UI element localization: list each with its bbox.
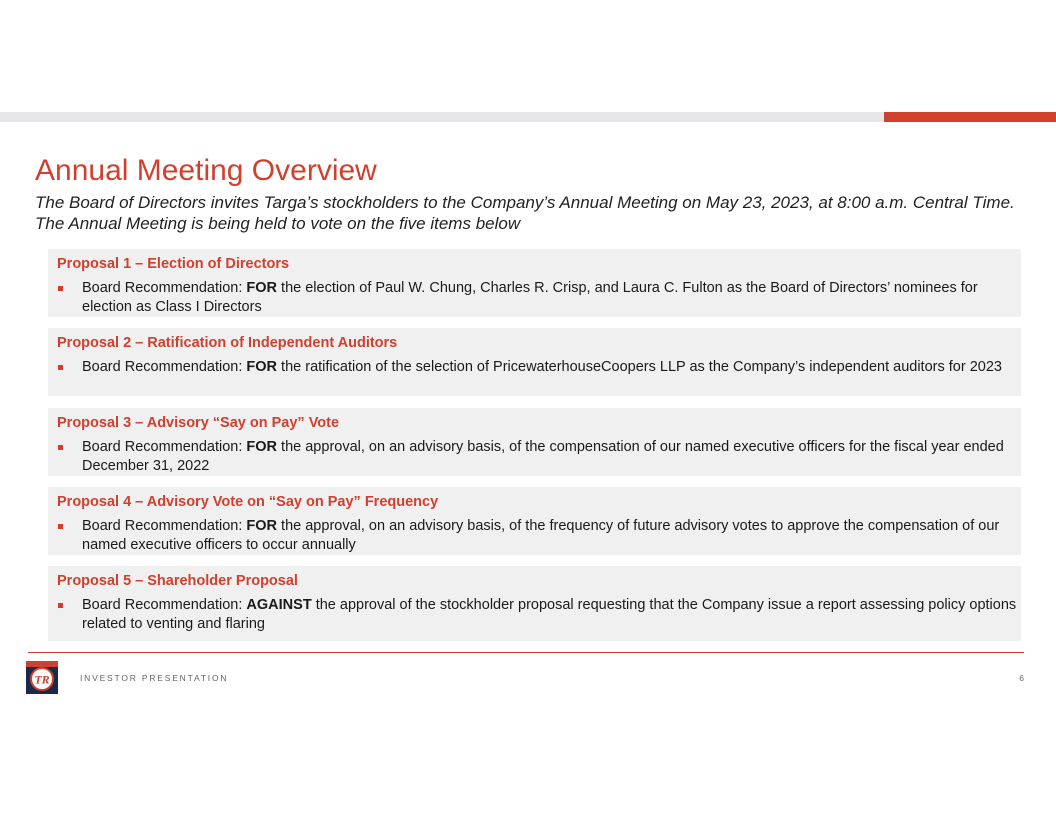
header-accent-band bbox=[884, 112, 1056, 122]
proposal-1-panel bbox=[48, 249, 1021, 317]
proposal-recommendation bbox=[82, 517, 1017, 555]
proposal-5-panel bbox=[48, 566, 1021, 641]
recommendation-label: Board Recommendation: bbox=[82, 359, 247, 375]
proposal-title: Proposal 2 – Ratification of Independent Auditors bbox=[57, 335, 398, 351]
footer-divider bbox=[28, 652, 1024, 653]
recommendation-text: the approval, on an advisory basis, of the frequency of future advisory votes to approve the compensation of our named executive officers to occur annually bbox=[82, 518, 1000, 553]
recommendation-vote: FOR bbox=[246, 518, 278, 534]
recommendation-text: the election of Paul W. Chung, Charles R. Crisp, and Laura C. Fulton as the Board of Directors’ nominees for election as Class I Directors bbox=[82, 280, 978, 315]
bullet-icon bbox=[58, 445, 63, 450]
recommendation-label: Board Recommendation: bbox=[82, 597, 247, 613]
proposal-title: Proposal 4 – Advisory Vote on “Say on Pay” Frequency bbox=[57, 494, 439, 510]
header-band bbox=[0, 112, 884, 122]
proposal-recommendation bbox=[82, 279, 1017, 317]
footer-label: INVESTOR PRESENTATION bbox=[80, 673, 229, 683]
bullet-icon bbox=[58, 603, 63, 608]
proposal-recommendation bbox=[82, 596, 1017, 634]
recommendation-vote: FOR bbox=[246, 359, 278, 375]
proposal-title: Proposal 5 – Shareholder Proposal bbox=[57, 573, 298, 589]
bullet-icon bbox=[58, 286, 63, 291]
proposal-recommendation bbox=[82, 358, 1017, 377]
recommendation-vote: AGAINST bbox=[246, 597, 312, 613]
proposal-2-panel bbox=[48, 328, 1021, 396]
page-number: 6 bbox=[1019, 673, 1024, 683]
page-title: Annual Meeting Overview bbox=[35, 154, 377, 187]
company-logo bbox=[26, 661, 58, 694]
recommendation-text: the approval, on an advisory basis, of the compensation of our named executive officers for the fiscal year ended December 31, 2022 bbox=[82, 439, 1004, 474]
logo-text: TR bbox=[34, 672, 50, 687]
proposal-3-panel bbox=[48, 408, 1021, 476]
bullet-icon bbox=[58, 524, 63, 529]
proposal-4-panel bbox=[48, 487, 1021, 555]
recommendation-label: Board Recommendation: bbox=[82, 439, 247, 455]
recommendation-vote: FOR bbox=[246, 439, 278, 455]
recommendation-vote: FOR bbox=[246, 280, 278, 296]
recommendation-text: the ratification of the selection of PricewaterhouseCoopers LLP as the Company’s independent auditors for 2023 bbox=[277, 359, 1002, 375]
page-subtitle: The Board of Directors invites Targa’s stockholders to the Company’s Annual Meeting on May 23, 2023, at 8:00 a.m. Central Time. The Annual Meeting is being held to vote on the five items below bbox=[35, 193, 1015, 233]
recommendation-label: Board Recommendation: bbox=[82, 280, 247, 296]
recommendation-label: Board Recommendation: bbox=[82, 518, 247, 534]
proposal-title: Proposal 1 – Election of Directors bbox=[57, 256, 290, 272]
proposal-title: Proposal 3 – Advisory “Say on Pay” Vote bbox=[57, 415, 340, 431]
recommendation-text: the approval of the stockholder proposal requesting that the Company issue a report assessing policy options related to venting and flaring bbox=[82, 597, 1017, 632]
proposal-recommendation bbox=[82, 438, 1017, 476]
bullet-icon bbox=[58, 365, 63, 370]
